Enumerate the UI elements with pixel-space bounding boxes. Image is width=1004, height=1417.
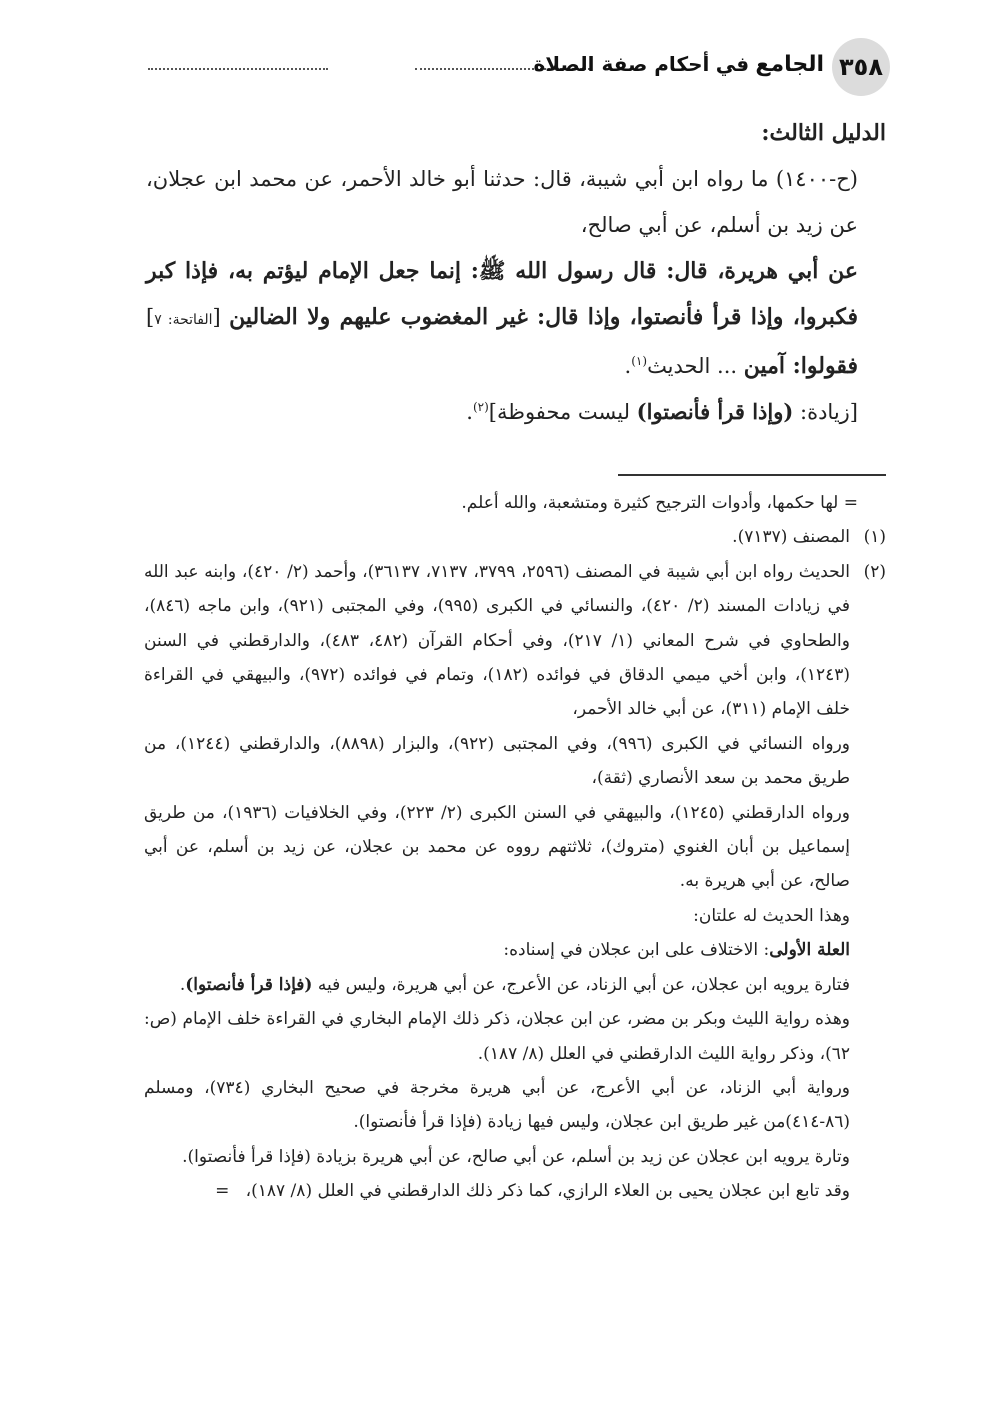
footnote-2-tara-2: وتارة يرويه ابن عجلان عن زيد بن أسلم، عن أبي صالح، عن أبي هريرة بزيادة (فإذا قرأ فأنصتوا). [182,1146,850,1167]
footnote-separator [618,474,886,476]
footnote-2-illatan: وهذا الحديث له علتان: [693,905,850,926]
header-dots-left [148,68,328,70]
footnote-2-tara-1: فتارة يرويه ابن عجلان، عن أبي الزناد، عن الأعرج، عن أبي هريرة، وليس فيه (فإذا قرأ فأنصتوا). [179,974,850,995]
section-heading: الدليل الثالث: [761,120,886,146]
surah-reference: [الفاتحة: ٧] [146,305,221,329]
footnote-2-daraqutni: ورواه الدارقطني (١٢٤٥)، والبيهقي في السنن الكبرى (٢/ ٢٢٣)، وفي الخلافيات (١٩٣٦)، من طريق إسماعيل بن أبان الغنوي (متروك)، ثلاثتهم رووه عن محمد بن عجلان، عن زيد بن أسلم، عن أبي صالح، عن أبي هريرة به. [144,802,851,892]
hadith-matn: عن أبي هريرة، قال: قال رسول الله ﷺ: إنما جعل الإمام ليؤتم به، فإذا كبر فكبروا، وإذا قرأ فأنصتوا، وإذا قال: غير المغضوب عليهم ولا الضالين [الفاتحة: ٧] فقولوا: آمين ... الحديث$^{(١)}$. [146,258,859,379]
footnote-2-nasai: ورواه النسائي في الكبرى (٩٩٦)، وفي المجتبى (٩٢٢)، والبزار (٨٨٩٨)، والدارقطني (١٢٤٤)، من طريق محمد بن سعد الأنصاري (ثقة)، [144,733,850,789]
footnote-1 [144,520,886,554]
footnote-ref-2[interactable]: (٢) [472,400,489,414]
footnote-continuation: = لها حكمها، وأدوات الترجيح كثيرة ومتشعبة، والله أعلم. [461,493,858,513]
ziyada-note: [زيادة: (وإذا قرأ فأنصتوا) ليست محفوظة]$^{(٢)}$. [466,399,858,424]
footnote-1-number: (١) [863,527,886,548]
footnote-1-text: المصنف (٧١٣٧). [732,527,850,548]
footnote-2-layth: وهذه رواية الليث وبكر بن مضر، عن ابن عجلان، ذكر ذلك الإمام البخاري في القراءة خلف الإمام (ص: ٦٢)، وذكر رواية الليث الدارقطني في العلل (٨/ ١٨٧). [144,1009,850,1064]
footnote-2-illa-first: العلة الأولى: الاختلاف على ابن عجلان في إسناده: [503,940,850,961]
book-title [533,52,824,77]
footnote-2-text: الحديث رواه ابن أبي شيبة في المصنف (٢٥٩٦، ٣٧٩٩، ٧١٣٧، ٣٦١٣٧)، وأحمد (٢/ ٤٢٠)، وابنه عبد الله في زيادات المسند (٢/ ٤٢٠)، والنسائي في الكبرى (٩٩٥)، وفي المجتبى (٩٢١)، وابن ماجه (٨٤٦)، والطحاوي في شرح المعاني (١/ ٢١٧)، وفي أحكام القرآن (٤٨٢، ٤٨٣)، والدارقطني في السنن (١٢٤٣)، وابن أخي ميمي الدقاق في فوائده (١٨٢)، وتمام في فوائده (٩٧٢)، والبيهقي في القراءة خلف الإمام (٣١١)، عن أبي خالد الأحمر، [144,561,851,720]
hadith-end-bold: فقولوا: آمين [743,353,858,379]
hadith-isnad: (ح-١٤٠٠) ما رواه ابن أبي شيبة، قال: حدثنا أبو خالد الأحمر، عن محمد ابن عجلان، عن زيد بن أسلم، عن أبي صالح، [146,167,858,237]
footnote-2-number: (٢) [863,561,886,582]
page-number: ٣٥٨ [832,38,890,96]
main-text [146,110,886,435]
running-header [140,38,890,100]
book-title-prefix: في [715,52,750,76]
continuation-mark: = [215,1181,230,1202]
footnote-2-riwaya: ورواية أبي الزناد، عن أبي الأعرج، عن أبي هريرة مخرجة في صحيح البخاري (٧٣٤)، ومسلم (٨٦-٤١٤)من غير طريق ابن عجلان، وليس فيها زيادة (فإذا قرأ فأنصتوا). [144,1077,850,1133]
footnotes [144,486,886,1209]
hadith-text: عن أبي هريرة، قال: قال رسول الله ﷺ: إنما جعل الإمام ليؤتم به، فإذا كبر فكبروا، وإذا قرأ فأنصتوا، وإذا قال: غير المغضوب عليهم ولا الضالين [146,258,859,330]
book-title-main: الجامع [755,52,824,77]
footnote-2 [144,555,886,1209]
ziyada-bold: (وإذا قرأ فأنصتوا) [636,399,794,424]
footnote-ref-1[interactable]: (١) [631,354,648,368]
footnote-2-last: وقد تابع ابن عجلان يحيى بن العلاء الرازي، كما ذكر ذلك الدارقطني في العلل (٨/ ١٨٧)، = [215,1181,850,1202]
hadith-end-plain: ... الحديث [647,354,738,378]
book-title-rest: أحكام صفة الصلاة [533,52,710,76]
